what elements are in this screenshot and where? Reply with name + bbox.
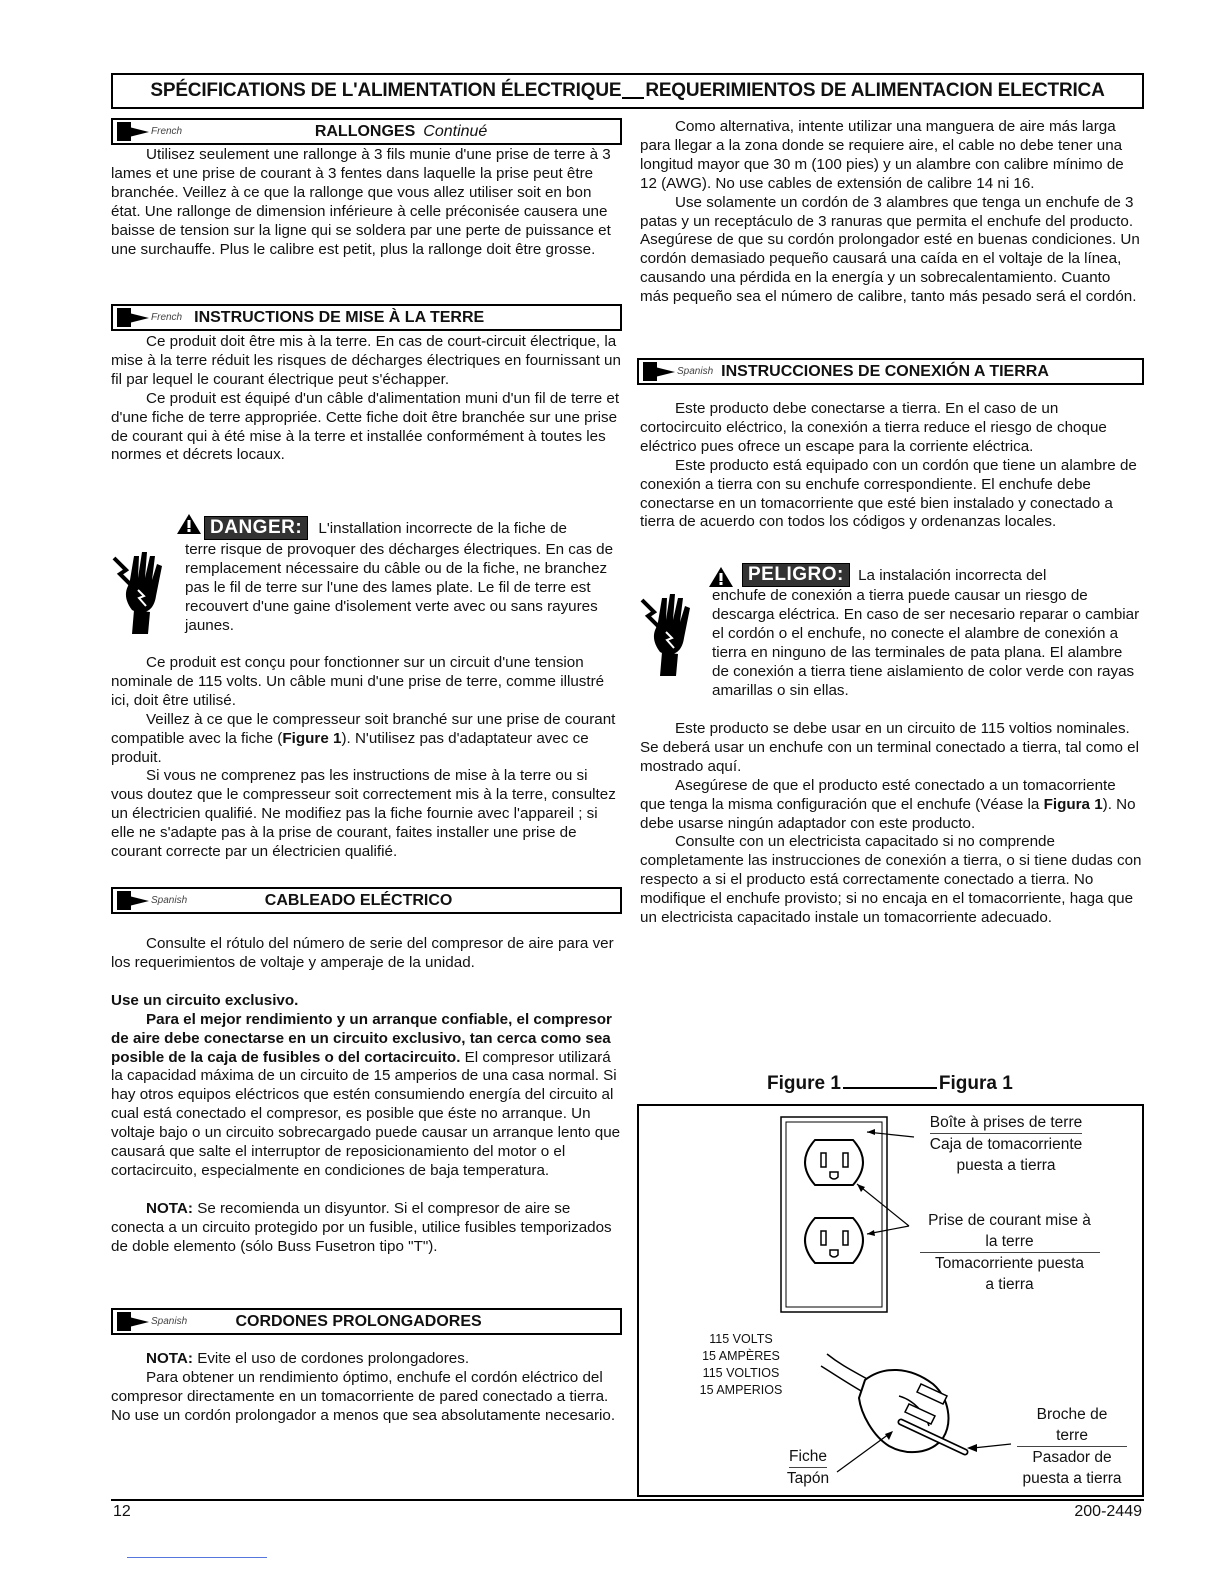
section-header-mise-a-la-terre [111, 304, 622, 331]
ground-pin-french-2: terre [1017, 1425, 1127, 1447]
ground-pin-spanish-2: puesta a tierra [1022, 1470, 1122, 1487]
page-title-bar [111, 73, 1144, 109]
figure-title-spanish: Figura 1 [938, 1073, 1013, 1094]
peligro-body [712, 587, 1142, 700]
conexion-tierra-heading: INSTRUCCIONES DE CONEXIÓN A TIERRA [721, 362, 1049, 380]
electric-shock-hand-icon [112, 550, 164, 634]
title-separator [622, 83, 644, 99]
french-tag: French [113, 306, 182, 329]
cordones-nota: Evite el uso de cordones prolongadores. [192, 1350, 470, 1367]
terre-paragraph-1: Ce produit doit être mis à la terre. En cas de court-circuit électrique, la mise à la terre réduit les risques de décharges électriques en fournissant un fil par lequel le courant électrique peut s'échapper. [111, 333, 621, 388]
tierra-paragraph-2: Este producto está equipado con un cordón que tiene un alambre de conexión a tierra con su enchufe correspondiente. El enchufe debe conectarse en un tomacorriente que esté bien instalado y conectado a tierra de acuerdo con todos los códigos y ordenanzas locales. [640, 456, 1137, 531]
tierra-paragraph-3: Este producto se debe usar en un circuito de 115 voltios nominales. Se deberá usar un enchufe con un terminal conectado a tierra, tal como el mostrado aquí. [640, 720, 1139, 775]
footer-rule [111, 1499, 1144, 1501]
outlet-box-label-spanish-1: Caja de tomacorriente [929, 1136, 1083, 1153]
terre-body-continued [111, 654, 622, 862]
document-number: 200-2449 [1074, 1503, 1142, 1520]
french-tag: French [113, 120, 182, 143]
danger-text-rest: terre risque de provoquer des décharges électriques. En cas de remplacement nécessaire du câble ou de la fiche, ne branchez pas le fil de terre sur l'une des lames plate. Le fil de terre est recouvert d'une gaine d'isolement verte avec ou sans rayures jaunes. [185, 541, 614, 634]
figure-title-rule [843, 1087, 937, 1089]
section-header-rallonges [111, 118, 622, 145]
spanish-tag: Spanish [639, 360, 713, 383]
cordones-paragraph: Para obtener un rendimiento óptimo, enchufe el cordón eléctrico del compresor directamente en un tomacorriente de pared conectado a tierra. No use un cordón prolongador a menos que sea absolutamente necesario. [111, 1368, 616, 1424]
danger-body [185, 541, 615, 636]
terre-paragraph-3: Ce produit est conçu pour fonctionner sur un circuit d'une tension nominale de 115 volts. Un câble muni d'une prise de terre, comme illustré ici, doit être utilisé. [111, 654, 605, 709]
nota-label: NOTA: [146, 1199, 193, 1217]
nota-label: NOTA: [146, 1350, 193, 1367]
cableado-body [111, 935, 622, 1257]
plug-label [776, 1446, 840, 1489]
section-header-cordones [111, 1308, 622, 1335]
rating-amps-es: 15 AMPERIOS [699, 1383, 783, 1397]
cordones-body [111, 1350, 622, 1426]
rallonges-body [111, 146, 622, 259]
terre-paragraph-2: Ce produit est équipé d'un câble d'alimentation muni d'un fil de terre et d'une fiche de terre appropriée. Cette fiche doit être branchée sur une prise de courant qui à été mise à la terre et installée conformément à toutes les normes et décrets locaux. [111, 389, 620, 464]
grounded-outlet-french-1: Prise de courant mise à [928, 1212, 1091, 1229]
danger-badge: DANGER: [204, 516, 308, 540]
plug-label-french: Fiche [789, 1446, 827, 1468]
figura-reference: Figura 1 [1043, 795, 1103, 813]
tierra-paragraph-4-end: ). No debe usarse ningún adaptador con este producto. [640, 795, 1136, 832]
alternative-paragraph-2: Use solamente un cordón de 3 alambres que tenga un enchufe de 3 patas y un receptáculo de 3 ranuras que permita el enchufe del producto. Asegúrese de que su cordón prolongador esté en buenas condiciones. Un cordón demasiado pequeño causará una caída en el voltaje de la línea, causando una pérdida en la energía y un sobrecalentamiento. Cuanto más pequeño sea el número de calibre, tanto más pesado será el cordón. [640, 193, 1140, 306]
grounded-outlet-spanish-1: Tomacorriente puesta [934, 1255, 1085, 1272]
outlet-box-label-spanish-2: puesta a tierra [956, 1157, 1056, 1174]
conexion-tierra-body [640, 400, 1142, 532]
figure-reference: Figure 1 [282, 729, 342, 747]
peligro-text-rest: enchufe de conexión a tierra puede causar un riesgo de descarga eléctrica. En caso de ser necesario reparar o cambiar el cordón o el enchufe, no conecte el alambre de conexión a tierra en ninguno de las terminales de pata plana. El alambre de conexión a tierra tiene aislamiento de color verde con rayas amarillas o sin ellas. [712, 587, 1140, 699]
cableado-nota: Se recomienda un disyuntor. Si el compresor de aire se conecta a un circuito protegido por un fusible, utilice fusibles temporizados de doble elemento (sólo Buss Fusetron tipo "T"). [111, 1199, 612, 1255]
grounded-outlet-french-2: la terre [920, 1231, 1100, 1253]
tierra-paragraph-4: Asegúrese de que el producto esté conectado a un tomacorriente que tenga la misma configuración que el enchufe (Véase la [640, 776, 1116, 813]
spanish-tag: Spanish [113, 889, 187, 912]
title-spanish: REQUERIMIENTOS DE ALIMENTACION ELECTRICA [645, 80, 1105, 101]
mise-a-la-terre-heading: INSTRUCTIONS DE MISE À LA TERRE [194, 308, 485, 326]
terre-paragraph-4: Veillez à ce que le compresseur soit branché sur une prise de courant compatible avec la fiche ( [111, 710, 616, 747]
footnote-rule [127, 1557, 267, 1558]
continued-label: Continué [423, 122, 488, 140]
peligro-badge: PELIGRO: [742, 563, 850, 587]
conexion-tierra-body-continued [640, 720, 1142, 928]
figure-title-french: Figure 1 [767, 1073, 841, 1094]
spanish-tag: Spanish [113, 1310, 187, 1333]
rating-volts-fr: 115 VOLTS [709, 1332, 773, 1346]
cableado-paragraph-1: Consulte el rótulo del número de serie del compresor de aire para ver los requerimientos de voltaje y amperaje de la unidad. [111, 935, 614, 971]
terre-paragraph-5: Si vous ne comprenez pas les instructions de mise à la terre ou si vous doutez que le compresseur soit correctement mis à la terre, consultez un électricien qualifié. Ne modifiez pas la fiche fournie avec l'appareil ; si elle ne s'adapte pas à la prise de courant, faites installer une prise de courant correcte par un électricien qualifié. [111, 767, 616, 861]
peligro-text-start: La instalación incorrecta del [858, 567, 1047, 584]
mise-a-la-terre-body [111, 333, 622, 465]
ground-pin-spanish-1: Pasador de [1032, 1449, 1112, 1466]
danger-first-line [204, 516, 567, 540]
figure-title [767, 1073, 1013, 1095]
plug-label-spanish: Tapón [786, 1470, 830, 1487]
rating-amps-fr: 15 AMPÈRES [702, 1349, 780, 1363]
cableado-bold-text: Para el mejor rendimiento y un arranque confiable, el compresor de aire debe conectarse en un circuito exclusivo, tan cerca como sea posible de la caja de fusibles o del cortacircuito. [111, 1010, 612, 1066]
danger-warning-icon [176, 513, 202, 540]
page-number: 12 [113, 1503, 131, 1520]
ground-pin-label [1010, 1404, 1134, 1489]
cableado-heading: CABLEADO ELÉCTRICO [264, 891, 453, 909]
ground-pin-french-1: Broche de [1036, 1406, 1108, 1423]
tierra-paragraph-1: Este producto debe conectarse a tierra. En el caso de un cortocircuito eléctrico, la conexión a tierra reduce el riesgo de choque eléctrico pues ofrece un escape para la corriente eléctrica. [640, 400, 1107, 455]
tierra-paragraph-5: Consulte con un electricista capacitado si no comprende completamente las instrucciones de conexión a tierra, o si tiene dudas con respecto a si el producto está correctamente conectado a tierra. No modifique el enchufe provisto; si no encaja en el tomacorriente, haga que un electricista capacitado instale un tomacorriente adecuado. [640, 833, 1142, 927]
plug-rating-label [686, 1331, 796, 1399]
cableado-paragraph-2: El compresor utilizará la capacidad máxima de un circuito de 15 amperios de una casa normal. Si hay otros equipos eléctricos que estén consumiendo energía del circuito al cual está conectado el compresor, es posible que éste no arranque. Un voltaje bajo o un circuito sobrecargado puede causar un arranque lento que causará que salte el interruptor de reposicionamiento del motor o el cortacircuito, especialmente en condiciones de baja temperatura. [111, 1048, 621, 1179]
title-french: SPÉCIFICATIONS DE L'ALIMENTATION ÉLECTRIQUE [150, 80, 622, 101]
outlet-box-label-french: Boîte à prises de terre [930, 1112, 1083, 1134]
alternative-paragraph-1: Como alternativa, intente utilizar una manguera de aire más larga para llegar a la zona donde se requiere aire, el cable no debe tener una longitud mayor que 30 m (100 pies) y un alambre con calibre mínimo de 12 (AWG). No use cables de extensión de calibre 14 ni 16. [640, 118, 1124, 192]
section-header-conexion-tierra [637, 358, 1144, 385]
terre-paragraph-4-end: ). N'utilisez pas d'adaptateur avec ce produit. [111, 729, 589, 766]
grounded-outlet-spanish-2: a tierra [985, 1276, 1034, 1293]
peligro-first-line [742, 563, 1046, 587]
section-header-cableado [111, 887, 622, 914]
rating-volts-es: 115 VOLTIOS [702, 1366, 780, 1380]
cordones-heading: CORDONES PROLONGADORES [235, 1312, 482, 1330]
rallonges-heading: RALLONGES [314, 122, 416, 140]
extension-alternative-body [640, 118, 1142, 307]
cableado-subheading: Use un circuito exclusivo. [111, 991, 299, 1009]
outlet-box-label [915, 1112, 1097, 1176]
rallonges-paragraph: Utilisez seulement une rallonge à 3 fils munie d'une prise de terre à 3 lames et une prise de courant à 3 fentes dans laquelle la prise peut être branchée. Veillez à ce que la rallonge que vous allez utiliser soit en bon état. Une rallonge de dimension inférieure à celle préconisée causera une baisse de tension sur la ligne qui se soldera par une perte de puissance et une surchauffe. Plus le calibre est petit, plus la rallonge doit être grosse. [111, 146, 611, 258]
electric-shock-hand-icon [640, 592, 692, 676]
danger-text-start: L'installation incorrecte de la fiche de [318, 520, 567, 537]
grounded-outlet-label [912, 1210, 1107, 1295]
